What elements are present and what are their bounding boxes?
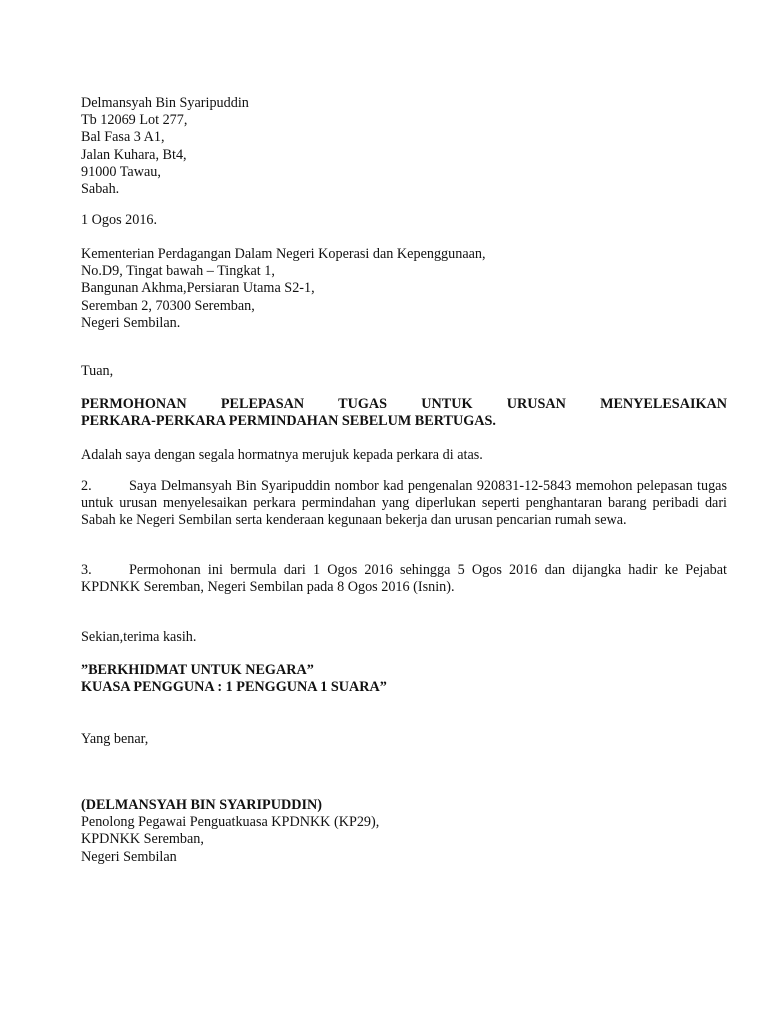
sender-name: Delmansyah Bin Syaripuddin	[81, 95, 249, 111]
sender-address-line: Tb 12069 Lot 277,	[81, 112, 188, 129]
letter-date: 1 Ogos 2016.	[81, 212, 158, 228]
paragraph-number: 3.	[81, 562, 92, 578]
signatory-title: Penolong Pegawai Penguatkuasa KPDNKK (KP29),	[81, 814, 380, 831]
recipient-line: Negeri Sembilan.	[81, 314, 181, 331]
signatory-office: KPDNKK Seremban,	[81, 831, 204, 848]
recipient-line: Kementerian Perdagangan Dalam Negeri Koperasi dan Kepenggunaan,	[81, 246, 486, 262]
intro-paragraph: Adalah saya dengan segala hormatnya merujuk kepada perkara di atas.	[81, 447, 483, 463]
paragraph-3	[81, 562, 727, 596]
paragraph-text: Permohonan ini bermula dari 1 Ogos 2016 sehingga 5 Ogos 2016 dan dijangka hadir ke Pejabat KPDNKK Seremban, Negeri Sembilan pada 8 Ogos 2016 (Isnin).	[81, 562, 727, 596]
signatory-name: (DELMANSYAH BIN SYARIPUDDIN)	[81, 797, 322, 813]
salutation: Tuan,	[81, 363, 114, 379]
sender-address-line: 91000 Tawau,	[81, 163, 161, 180]
sender-address-line: Sabah.	[81, 181, 120, 198]
signature-block	[81, 797, 727, 866]
subject-line-1: PERMOHONAN PELEPASAN TUGAS UNTUK URUSAN MENYELESAIKAN	[81, 396, 727, 412]
recipient-line: Bangunan Akhma,Persiaran Utama S2-1,	[81, 280, 315, 297]
recipient-line: Seremban 2, 70300 Seremban,	[81, 297, 255, 314]
sender-address-line: Jalan Kuhara, Bt4,	[81, 146, 187, 163]
recipient-address	[81, 246, 727, 332]
subject-heading	[81, 396, 727, 430]
motto	[81, 662, 727, 696]
paragraph-2	[81, 478, 727, 530]
signatory-state: Negeri Sembilan	[81, 848, 177, 865]
motto-line-1: ”BERKHIDMAT UNTUK NEGARA”	[81, 662, 314, 678]
recipient-line: No.D9, Tingat bawah – Tingkat 1,	[81, 263, 275, 280]
subject-line-2: PERKARA-PERKARA PERMINDAHAN SEBELUM BERTUGAS.	[81, 413, 496, 430]
paragraph-number: 2.	[81, 478, 92, 494]
sender-address-line: Bal Fasa 3 A1,	[81, 129, 165, 146]
closing-remark: Sekian,terima kasih.	[81, 629, 197, 645]
paragraph-text: Saya Delmansyah Bin Syaripuddin nombor kad pengenalan 920831-12-5843 memohon pelepasan tugas untuk urusan menyelesaikan perkara permindahan yang diperlukan seperti penghantaran barang peribadi dari Sabah ke Negeri Sembilan serta kenderaan kegunaan bekerja dan urusan pencarian rumah sewa.	[81, 478, 727, 529]
sender-address	[81, 95, 727, 198]
signoff: Yang benar,	[81, 731, 149, 747]
motto-line-2: KUASA PENGGUNA : 1 PENGGUNA 1 SUARA”	[81, 679, 387, 696]
